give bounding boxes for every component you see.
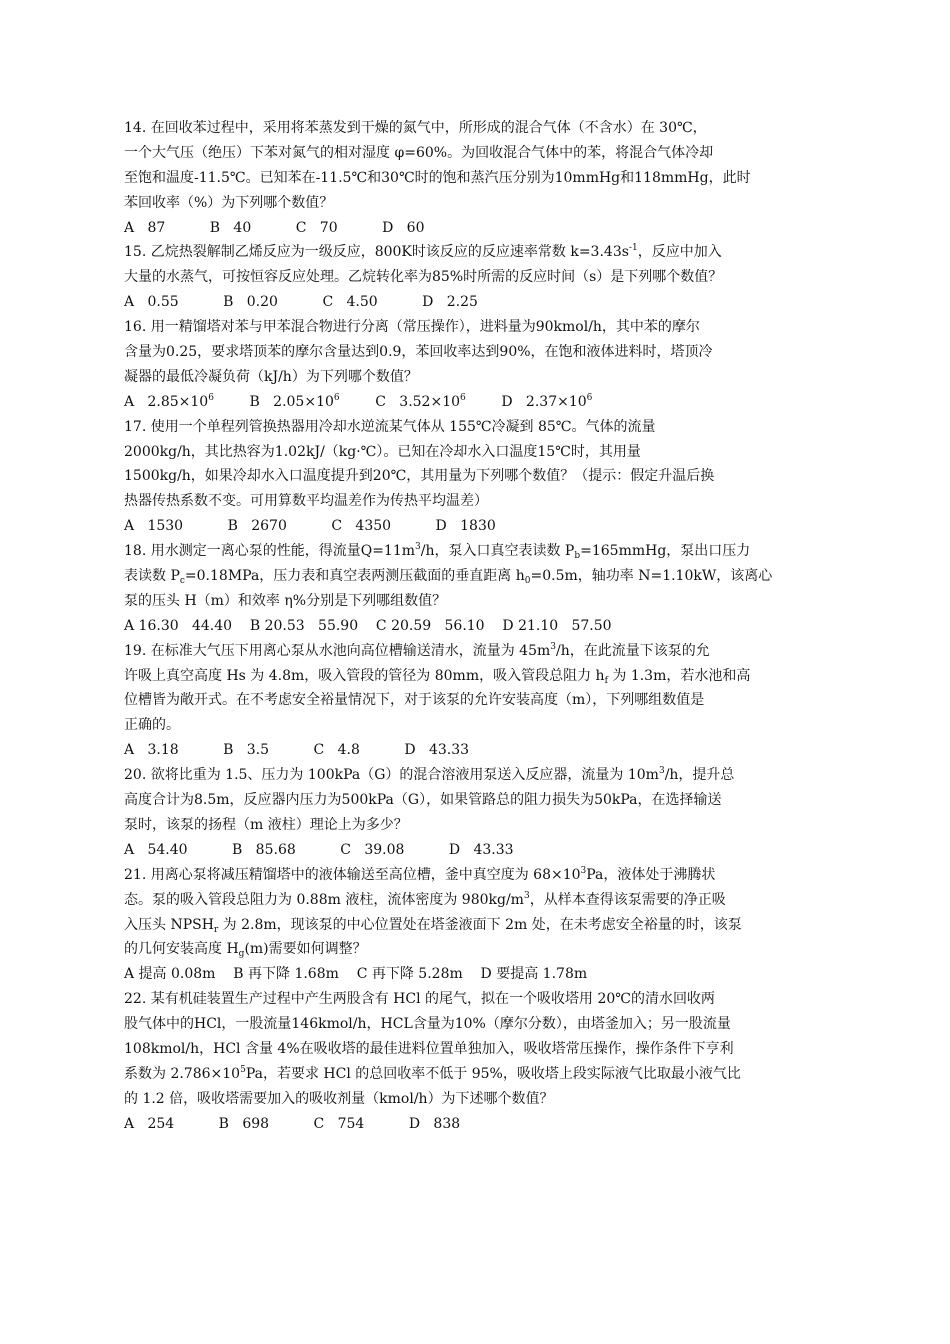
text-segment: 19. 在标准大气压下用离心泵从水池向高位槽输送清水，流量为 45m [124, 642, 551, 659]
question-text-line: 泵的压头 H（m）和效率 η%分别是下列哪组数值？ [124, 592, 447, 609]
text-segment: 20. 欲将比重为 1.5、压力为 100kPa（G）的混合溶液用泵送入反应器，流量为 10m [124, 767, 659, 784]
text-segment: 态。泵的吸入管段总阻力为 0.88m 液柱，流体密度为 980kg/m [124, 891, 524, 908]
question-text-line: 位槽皆为敞开式。在不考虑安全裕量情况下，对于该泵的允许安装高度（m），下列哪组数值是 [124, 692, 705, 709]
answer-options: A 提高 0.08m B 再下降 1.68m C 再下降 5.28m D 要提高 1.78m [124, 966, 588, 983]
question-text-line: 凝器的最低冷凝负荷（kJ/h）为下列哪个数值？ [124, 368, 418, 385]
text-segment: ，从样本查得该泵需要的净正吸 [529, 891, 726, 908]
superscript: 6 [586, 392, 593, 403]
text-segment: /h，提升总 [664, 767, 735, 784]
question-text-line: 正确的。 [124, 717, 180, 734]
subscript: r [213, 924, 219, 935]
question-text-line [124, 664, 836, 689]
text-segment: 15. 乙烷热裂解制乙烯反应为一级反应，800K时该反应的反应速率常数 k=3.43s [124, 244, 629, 261]
question-text-line: 含量为0.25，要求塔顶苯的摩尔含量达到0.9，苯回收率达到90%，在饱和液体进料时，塔顶冷 [124, 344, 713, 361]
subscript: c [179, 576, 185, 587]
question-14 [124, 116, 836, 240]
question-15 [124, 240, 836, 315]
question-text-line: 苯回收率（%）为下列哪个数值？ [124, 194, 334, 211]
text-segment: 许吸上真空高度 Hs 为 4.8m，吸入管段的管径为 80mm，吸入管段总阻力 h [124, 667, 605, 684]
answer-options: A 0.55 B 0.20 C 4.50 D 2.25 [124, 294, 478, 311]
answer-options: A 3.18 B 3.5 C 4.8 D 43.33 [124, 742, 470, 759]
text-segment: =165mmHg，泵出口压力 [580, 543, 751, 560]
text-segment: (m)需要如何调整？ [244, 941, 367, 958]
question-text-line: 108kmol/h，HCl 含量 4%在吸收塔的最佳进料位置单独加入，吸收塔常压操作，操作条件下亨利 [124, 1040, 734, 1057]
question-text-line: 热器传热系数不变。可用算数平均温差作为传热平均温差） [124, 493, 488, 510]
question-text-line [124, 763, 836, 788]
question-text-line: 1500kg/h，如果冷却水入口温度提升到20℃，其用量为下列哪个数值？（提示：假定升温后换 [124, 468, 715, 485]
question-text-line: 一个大气压（绝压）下苯对氮气的相对湿度 φ=60%。为回收混合气体中的苯，将混合气体冷却 [124, 144, 714, 161]
option-a: A 2.85×10 [124, 393, 209, 410]
option-d: D 2.37×10 [465, 393, 587, 410]
answer-options: A 87 B 40 C 70 D 60 [124, 219, 425, 236]
superscript: 5 [240, 1064, 246, 1075]
question-text-line [124, 913, 836, 938]
question-text-line: 的 1.2 倍，吸收塔需要加入的吸收剂量（kmol/h）为下述哪个数值？ [124, 1090, 554, 1107]
question-text-line [124, 888, 836, 913]
question-text-line: 高度合计为8.5m，反应器内压力为500kPa（G），如果管路总的阻力损失为50kPa，在选择输送 [124, 792, 722, 809]
question-text-line: 2000kg/h，其比热容为1.02kJ/（kg·℃）。已知在冷却水入口温度15℃时，其用量 [124, 443, 641, 460]
text-segment: Pa，液体处于沸腾状 [586, 866, 716, 883]
question-text-line [124, 1062, 836, 1087]
text-segment: 为 2.8m，现该泵的中心位置处在塔釜液面下 2m 处，在未考虑安全裕量的时，该泵 [218, 916, 742, 933]
superscript: 3 [580, 865, 587, 876]
question-21 [124, 863, 836, 987]
superscript: -1 [628, 243, 638, 254]
option-c: C 3.52×10 [339, 393, 461, 410]
subscript: g [238, 949, 245, 960]
superscript: 6 [333, 392, 340, 403]
question-20 [124, 763, 836, 863]
text-segment: =0.5m，轴功率 N=1.10kW，该离心 [530, 568, 773, 585]
question-16 [124, 315, 836, 415]
subscript: f [604, 675, 608, 686]
question-text-line [124, 937, 836, 962]
answer-options: A 1530 B 2670 C 4350 D 1830 [124, 518, 496, 535]
question-text-line: 17. 使用一个单程列管换热器用冷却水逆流某气体从 155℃冷凝到 85℃。气体的流量 [124, 418, 656, 435]
question-19 [124, 639, 836, 763]
answer-options: A 254 B 698 C 754 D 838 [124, 1115, 461, 1132]
question-text-line [124, 240, 836, 265]
text-segment: Pa，若要求 HCl 的总回收率不低于 95%，吸收塔上段实际液气比取最小液气比 [245, 1065, 741, 1082]
subscript: 0 [524, 576, 531, 587]
answer-options: A 54.40 B 85.68 C 39.08 D 43.33 [124, 841, 514, 858]
question-text-line: 大量的水蒸气，可按恒容反应处理。乙烷转化率为85%时所需的反应时间（s）是下列哪个数值？ [124, 269, 723, 286]
text-segment: /h，泵入口真空表读数 P [420, 543, 575, 560]
text-segment: ，反应中加入 [637, 244, 722, 261]
question-text-line [124, 539, 836, 564]
superscript: 3 [415, 542, 421, 553]
superscript: 3 [658, 766, 665, 777]
answer-options: A 16.30 44.40 B 20.53 55.90 C 20.59 56.10 D 21.10 57.50 [124, 617, 612, 634]
superscript: 6 [208, 392, 214, 403]
question-text-line: 股气体中的HCl，一股流量146kmol/h，HCL含量为10%（摩尔分数），由塔釜加入；另一股流量 [124, 1016, 731, 1033]
text-segment: /h，在此流量下该泵的允 [556, 642, 710, 659]
question-18 [124, 539, 836, 639]
text-segment: 为 1.3m，若水池和高 [607, 667, 751, 684]
question-22 [124, 987, 836, 1136]
superscript: 3 [550, 641, 556, 652]
text-segment: =0.18MPa，压力表和真空表两测压截面的垂直距离 h [184, 568, 525, 585]
document-page [124, 116, 836, 1137]
question-text-line: 16. 用一精馏塔对苯与甲苯混合物进行分离（常压操作），进料量为90kmol/h，其中苯的摩尔 [124, 319, 700, 336]
question-text-line: 14. 在回收苯过程中，采用将苯蒸发到干燥的氮气中，所形成的混合气体（不含水）在 30℃， [124, 120, 707, 136]
question-text-line [124, 564, 836, 589]
superscript: 6 [460, 392, 466, 403]
text-segment: 21. 用离心泵将减压精馏塔中的液体输送至高位槽，釜中真空度为 68×10 [124, 866, 581, 883]
text-segment: 系数为 2.786×10 [124, 1065, 241, 1082]
superscript: 3 [523, 890, 530, 901]
question-17 [124, 415, 836, 539]
text-segment: 的几何安装高度 H [124, 941, 239, 958]
question-text-line: 泵时，该泵的扬程（m 液柱）理论上为多少？ [124, 816, 408, 833]
text-segment: 表读数 P [124, 568, 180, 585]
subscript: b [574, 551, 581, 562]
question-text-line [124, 863, 836, 888]
question-text-line [124, 639, 836, 664]
text-segment: 入压头 NPSH [124, 916, 214, 933]
text-segment: 18. 用水测定一离心泵的性能，得流量Q=11m [124, 543, 416, 560]
option-b: B 2.05×10 [213, 393, 334, 410]
answer-options [124, 390, 836, 415]
question-text-line: 至饱和温度-11.5℃。已知苯在-11.5℃和30℃时的饱和蒸汽压分别为10mmHg和118mmHg，此时 [124, 169, 751, 186]
question-text-line: 22. 某有机硅装置生产过程中产生两股含有 HCl 的尾气，拟在一个吸收塔用 20℃的清水回收两 [124, 991, 715, 1008]
